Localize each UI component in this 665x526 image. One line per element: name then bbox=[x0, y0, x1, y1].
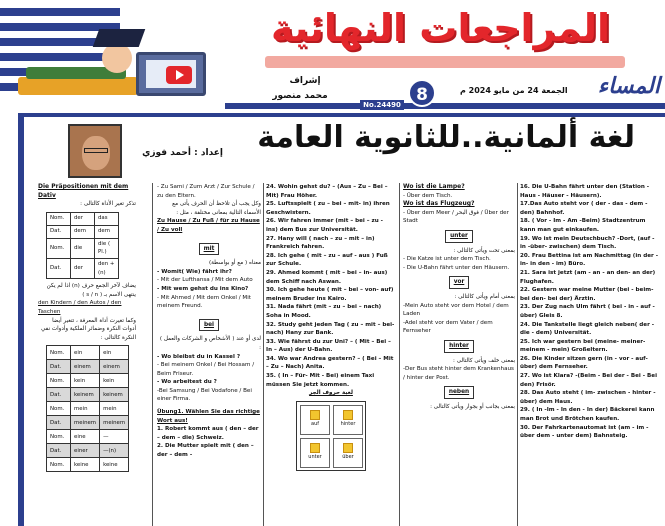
exercise-item: 28. Das Auto steht ( im- zwischen - hinter - über) dem Haus. bbox=[520, 390, 656, 405]
table-cell: Nom. bbox=[47, 458, 71, 472]
exercise-item: 23. Der Zug nach Ulm fährt ( bei - in - auf - über) Gleis 8. bbox=[520, 304, 655, 319]
table-cell: Nom. bbox=[47, 346, 71, 360]
table-cell: keine bbox=[71, 458, 100, 472]
table-row bbox=[47, 388, 129, 402]
preposition-label-mit: mit bbox=[199, 243, 220, 256]
table-row bbox=[47, 258, 119, 278]
exercise-item: 2. Die Mutter spielt mit ( den – der – dem - bbox=[157, 443, 254, 459]
game-label: لعبة حروف الجر bbox=[309, 390, 353, 397]
exercise-item: 20. Frau Bettina ist am Nachmittag (in der - in- in den - im) Büro. bbox=[520, 252, 659, 268]
graduation-cap-icon bbox=[93, 29, 146, 47]
exercise-item: 34. Wo war Andrea gestern? – ( Bei – Mit – Zu – Nach) Anita. bbox=[266, 355, 394, 371]
exercise-item: 18. ( Vor - Im - Am -Beim) Stadtzentrum kann man gut einkaufen. bbox=[520, 218, 646, 233]
text-line: - Wo bleibst du in Kassel ? bbox=[157, 353, 241, 360]
page-header bbox=[0, 0, 665, 113]
table-row bbox=[47, 225, 119, 238]
prepositions-game-diagram bbox=[296, 401, 366, 471]
header-rule bbox=[225, 103, 665, 109]
table-row bbox=[47, 374, 129, 388]
exercise-heading: Übung1. Wählen Sie das richtige Wort aus! bbox=[157, 409, 260, 424]
table-cell: der bbox=[71, 258, 95, 278]
exercise-item: 32. Study geht jeden Tag ( zu – mit – bei- nach) Hany zur Bank. bbox=[266, 321, 395, 337]
table-cell: Nom. bbox=[47, 374, 71, 388]
column-divider bbox=[399, 183, 400, 526]
exercise-item: 26. Wir fahren immer (mit – bei – zu - ins) dem Bus zur Universität. bbox=[266, 218, 383, 233]
table-cell: mein bbox=[100, 402, 129, 416]
column-dativ-rules bbox=[38, 183, 136, 526]
column-wechsel-prepositions bbox=[403, 183, 515, 526]
rule-note: يضاف لآخر الجمع حرف (n) اذا لم يكن ينتهى الاسم بـ ( s / n ) bbox=[46, 283, 136, 298]
student-head-illustration bbox=[102, 43, 132, 73]
indefinite-articles-table bbox=[46, 345, 129, 472]
table-cell: eine bbox=[71, 430, 100, 444]
table-cell: Dat. bbox=[47, 444, 71, 458]
exercise-item: 25. Ich war gestern bei (meine- meiner- meinem - mein) Großeltern. bbox=[520, 338, 646, 354]
table-cell: dem bbox=[71, 225, 95, 238]
table-row bbox=[47, 346, 129, 360]
exercise-item: 33. Wie fährst du zur Uni? – ( Mit – Bei – In – Aus) der U-Bahn. bbox=[266, 338, 391, 354]
table-row bbox=[47, 458, 129, 472]
text-line: -Mein Auto steht vor dem Hotel / dem Laden bbox=[403, 302, 509, 318]
table-cell: Nom. bbox=[47, 402, 71, 416]
text-line: -Adel steht vor dem Vater / dem Fernseher bbox=[403, 319, 493, 335]
exercise-item: 17.Das Auto steht vor ( der - das - dem - den) Bahnhof. bbox=[520, 201, 648, 216]
exercise-item: 29. Ahmed kommt ( mit – bei – in- aus) dem Schiff nach Aswan. bbox=[266, 269, 388, 285]
table-cell: das bbox=[95, 212, 119, 225]
text-line: - Über dem Tisch. bbox=[403, 192, 453, 199]
preposition-note: بمعنى خلف ويأتى كالتالى : bbox=[453, 357, 515, 364]
exercise-item: 35. ( In – Für- Mit - Bei) einem Taxi müssen Sie jetzt kommen. bbox=[266, 373, 375, 388]
text-line: - Mit der Lufthansa / Mit dem Auto bbox=[157, 277, 253, 284]
exercise-item: 19. Wo ist mein Deutschbuch? -Dort, (auf - in -über- zwischen) dem Tisch. bbox=[520, 235, 655, 251]
table-cell: Nom. bbox=[47, 238, 71, 258]
exercise-item: 27. Hany will ( nach – zu – mit – in) Frankreich fahren. bbox=[266, 235, 375, 251]
preposition-label-unter: unter bbox=[445, 230, 473, 243]
table-cell: Dat. bbox=[47, 225, 71, 238]
plural-examples: den Kindern / den Autos / den Taschen bbox=[38, 300, 122, 315]
issue-number: No.24490 bbox=[360, 100, 404, 110]
column-divider bbox=[152, 183, 153, 526]
text-line: - Über dem Meer / فوق البحر / Über der Stadt bbox=[403, 209, 509, 225]
question-heading: Wo ist das Flugzeug? bbox=[403, 200, 475, 208]
text-line: - Mit Ahmed / Mit dem Onkel / Mit meinem Freund. bbox=[157, 294, 251, 310]
table-cell: der bbox=[71, 212, 95, 225]
preposition-note: بمعنى تحت ويأتى كالتالى : bbox=[453, 247, 515, 254]
text-line: - Wo arbeitest du ? bbox=[157, 379, 217, 386]
table-cell: ein bbox=[71, 346, 100, 360]
laptop-icon bbox=[136, 52, 206, 96]
table-cell: einer bbox=[71, 444, 100, 458]
column-exercises-a bbox=[266, 183, 396, 526]
preposition-label-bei: bei bbox=[199, 319, 219, 332]
supervision-label: إشراف bbox=[289, 76, 321, 86]
exercise-item: 28. Ich gehe ( mit – zu – auf - aus ) Fuß zur Schule. bbox=[266, 252, 388, 268]
column-exercises-b bbox=[520, 183, 660, 526]
table-cell: —(n) bbox=[100, 444, 129, 458]
glasses-icon bbox=[84, 148, 108, 153]
section-title: لغة ألمانية..للثانوية العامة bbox=[257, 120, 635, 155]
exercise-item: 26. Die Kinder sitzen gern (in - vor - auf- über) dem Fernseher. bbox=[520, 355, 648, 371]
articles-table bbox=[46, 212, 119, 279]
text-line: -Bei Samsung / Bei Vodafone / Bei einer Firma. bbox=[157, 387, 252, 403]
table-cell: kein bbox=[71, 374, 100, 388]
table-row bbox=[47, 444, 129, 458]
game-cell: auf bbox=[300, 405, 330, 435]
table-row bbox=[47, 402, 129, 416]
table-cell: meinem bbox=[100, 416, 129, 430]
table-cell: einem bbox=[100, 360, 129, 374]
section-rule bbox=[18, 113, 665, 117]
table-cell: Dat. bbox=[47, 388, 71, 402]
preposition-label-neben: neben bbox=[444, 386, 474, 399]
exercise-item: 22. Gestern war meine Mutter (bei - beim- bei den- bei der) Ärztin. bbox=[520, 287, 654, 302]
stripe-decoration bbox=[0, 8, 120, 16]
newspaper-logo: المساء bbox=[597, 74, 660, 99]
exercise-item: 1. Robert kommt aus ( den – der – dem – die) Schweiz. bbox=[157, 426, 259, 441]
text-line: - Mit wem gehst du ins Kino? bbox=[157, 285, 249, 292]
table-row bbox=[47, 430, 129, 444]
table-cell: einem bbox=[71, 360, 100, 374]
text-line: - Die U-Bahn fährt unter den Häusern. bbox=[403, 264, 510, 271]
preposition-note: بمعنى بجانب أو بجوار ويأتى كالتالى : bbox=[430, 403, 515, 410]
table-cell: die ( Pl.) bbox=[95, 238, 119, 258]
exercise-item: 31. Nada fährt (mit – zu – bei – nach) Soha in Mood. bbox=[266, 304, 382, 319]
table-cell: den + (n) bbox=[95, 258, 119, 278]
table-cell: die bbox=[71, 238, 95, 258]
supervisor-name: محمد منصور bbox=[272, 91, 328, 101]
exercise-item: 24. Wohin gehst du? – (Aus – Zu – Bei – Mit) Frau Höher. bbox=[266, 184, 388, 199]
exercise-item: 21. Sara ist jetzt (am - an - an den- an der) Flughafen. bbox=[520, 269, 656, 285]
table-cell: dem bbox=[95, 225, 119, 238]
text-line: - Womit( Wie) fährt ihr? bbox=[157, 268, 232, 275]
preposition-label-vor: vor bbox=[449, 276, 470, 289]
game-cell: über bbox=[333, 438, 363, 468]
text-line: - Die Katze ist unter dem Tisch. bbox=[403, 256, 491, 263]
column-prepositions bbox=[157, 183, 261, 526]
table-cell: mein bbox=[71, 402, 100, 416]
issue-date: الجمعة 24 من مايو 2024 م bbox=[460, 86, 568, 95]
rule-note: وكما تغيرت أداة المعرفة ، تتغير أيضا أدوات النكرة وضمائر الملكية وأدوات نفي النكرة كالتالى : bbox=[41, 317, 136, 341]
text-line: -Der Bus steht hinter dem Krankenhaus / hinter der Post. bbox=[403, 366, 514, 381]
table-cell: keine bbox=[100, 458, 129, 472]
column-divider bbox=[517, 183, 518, 526]
rule-note: تذكر تغير الأداة كالتالى : bbox=[80, 201, 136, 208]
game-cell: hinter bbox=[333, 405, 363, 435]
table-cell: Dat. bbox=[47, 258, 71, 278]
table-cell: keinem bbox=[71, 388, 100, 402]
books-illustration bbox=[18, 77, 138, 95]
text-line: وكل يجب أن تلاحظ أن الحرف يأتى مع الأسماء التالية بمعانى مختلفة ، مثل : bbox=[172, 201, 261, 216]
table-cell: Nom. bbox=[47, 212, 71, 225]
preposition-note: لدى أو عند ( الأشخاص و الشركات والعمل ) : bbox=[159, 336, 261, 351]
exercise-item: 29. ( In -Im - In den - In der) Bäckerei kann man Brot und Brötchen kaufen. bbox=[520, 407, 655, 423]
preposition-label-hinter: hinter bbox=[444, 340, 474, 353]
column-heading: Die Präpositionen mit dem Dativ bbox=[38, 183, 129, 199]
exercise-item: 27. Wo ist Klara? -(Beim - Bei der - Bei - Bei den) Frisör. bbox=[520, 373, 657, 388]
table-cell: Dat. bbox=[47, 360, 71, 374]
table-row bbox=[47, 212, 119, 225]
text-line: - Zu Sami / Zum Arzt / Zur Schule / zu den Eltern. bbox=[157, 184, 255, 199]
question-heading: Wo ist die Lampe? bbox=[403, 183, 465, 190]
page-title: المراجعات النهائية bbox=[271, 6, 610, 50]
game-cell: unter bbox=[300, 438, 330, 468]
preposition-note: معناه ( مع أو بواسطة) bbox=[209, 260, 261, 267]
table-row bbox=[47, 238, 119, 258]
column-divider bbox=[263, 183, 264, 526]
page-number-badge: 8 bbox=[408, 79, 436, 107]
table-cell: ein bbox=[100, 346, 129, 360]
table-cell: Nom. bbox=[47, 430, 71, 444]
text-line: Zu Hause / Zu Fuß / für zu Hause / Zu voll bbox=[157, 218, 260, 233]
table-cell: — bbox=[100, 430, 129, 444]
text-line: - Bei meinem Onkel / Bei Hossam / Beim Friseur. bbox=[157, 362, 255, 377]
author-photo bbox=[68, 124, 122, 178]
author-face bbox=[82, 136, 110, 170]
exercise-item: 16. Die U-Bahn fährt unter den (Station - Haus - Häuser - Häusern). bbox=[520, 184, 650, 199]
table-cell: kein bbox=[100, 374, 129, 388]
table-cell: keinem bbox=[100, 388, 129, 402]
author-credit: إعداد : أحمد فوزي bbox=[142, 148, 223, 158]
exercise-item: 25. Luftsspielt ( zu – bei – mit- in) ihren Geschwistern. bbox=[266, 201, 390, 216]
exercise-item: 30. Ich gehe heute ( mit – bei – von- auf) meinem Bruder ins Kairo. bbox=[266, 287, 394, 302]
exercise-item: 24. Die Tankstelle liegt gleich neben( der - die - dem) Universität. bbox=[520, 321, 655, 337]
laptop-screen bbox=[146, 60, 196, 88]
education-logo bbox=[16, 27, 226, 103]
table-row bbox=[47, 416, 129, 430]
table-row bbox=[47, 360, 129, 374]
preposition-note: بمعنى أمام ويأتى كالتالى : bbox=[454, 293, 515, 300]
table-cell: meinem bbox=[71, 416, 100, 430]
play-icon bbox=[166, 66, 192, 84]
table-cell: Dat. bbox=[47, 416, 71, 430]
exercise-item: 30. Der Fahrkartenautomat ist (am - im - über dem - unter dem) Bahnsteig. bbox=[520, 424, 649, 440]
